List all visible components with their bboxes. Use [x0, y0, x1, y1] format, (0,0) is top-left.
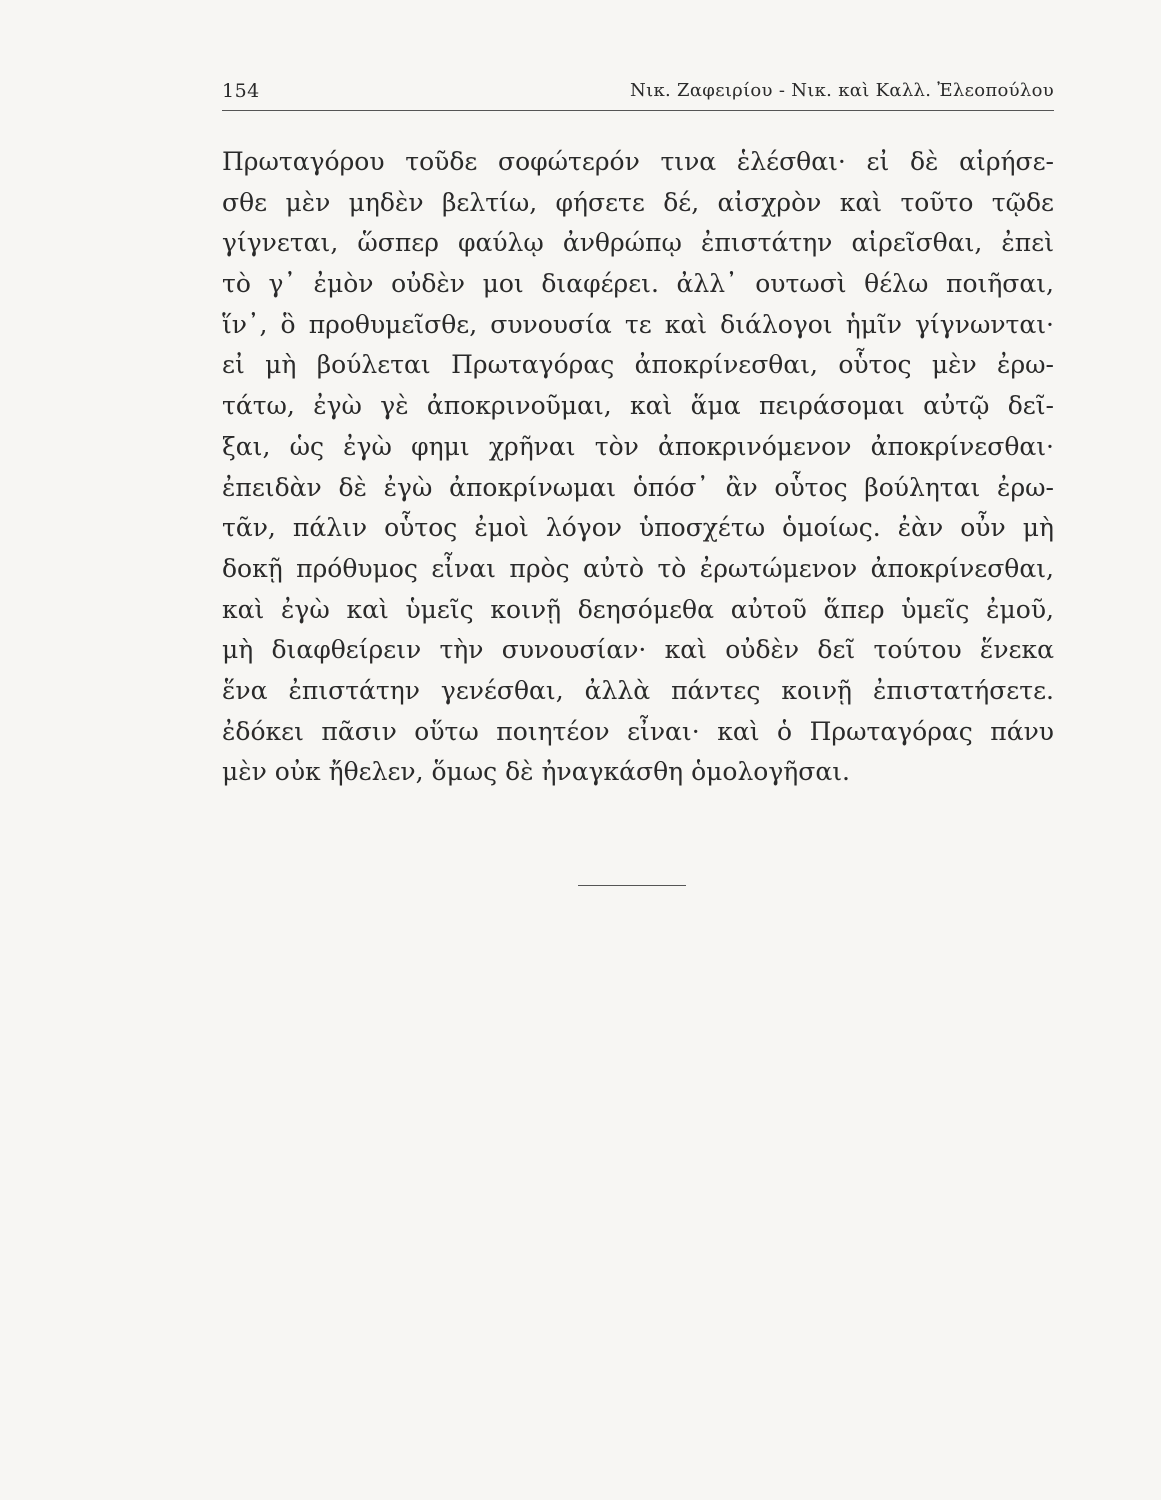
page-header [222, 74, 1054, 111]
text-line: σθε μὲν μηδὲν βελτίω, φήσετε δέ, αἰσχρὸν καὶ τοῦτο τῷδε [222, 187, 1054, 217]
text-line: γίγνεται, ὥσπερ φαύλῳ ἀνθρώπῳ ἐπιστάτην αἱρεῖσθαι, ἐπεὶ [222, 228, 1054, 258]
text-line: μὴ διαφθείρειν τὴν συνουσίαν· καὶ οὐδὲν δεῖ τούτου ἕνεκα [222, 635, 1054, 665]
section-separator [578, 885, 686, 886]
text-line: τάτω, ἐγὼ γὲ ἀποκρινοῦμαι, καὶ ἅμα πειράσομαι αὐτῷ δεῖ- [222, 391, 1054, 421]
body-text [222, 142, 1054, 793]
text-line: Πρωταγόρου τοῦδε σοφώτερόν τινα ἑλέσθαι· εἰ δὲ αἱρήσε- [222, 147, 1054, 176]
text-line: ξαι, ὡς ἐγὼ φημι χρῆναι τὸν ἀποκρινόμενον ἀποκρίνεσθαι· [222, 431, 1054, 461]
text-line: δοκῇ πρόθυμος εἶναι πρὸς αὐτὸ τὸ ἐρωτώμενον ἀποκρίνεσθαι, [222, 553, 1054, 583]
running-head: Νικ. Ζαφειρίου - Νικ. καὶ Καλλ. Ἐλεοπούλου [630, 80, 1054, 101]
text-line: ἐπειδὰν δὲ ἐγὼ ἀποκρίνωμαι ὁπόσ᾽ ἂν οὗτος βούληται ἐρω- [222, 472, 1054, 502]
text-line: ἐδόκει πᾶσιν οὕτω ποιητέον εἶναι· καὶ ὁ Πρωταγόρας πάνυ [222, 716, 1054, 746]
text-line: μὲν οὐκ ἤθελεν, ὅμως δὲ ἠναγκάσθη ὁμολογῆσαι. [222, 757, 850, 787]
text-line: καὶ ἐγὼ καὶ ὑμεῖς κοινῇ δεησόμεθα αὐτοῦ ἅπερ ὑμεῖς ἐμοῦ, [222, 594, 1054, 624]
text-line: τὸ γ᾽ ἐμὸν οὐδὲν μοι διαφέρει. ἀλλ᾽ ουτωσὶ θέλω ποιῆσαι, [222, 269, 1054, 299]
text-line: ἕνα ἐπιστάτην γενέσθαι, ἀλλὰ πάντες κοινῇ ἐπιστατήσετε. [222, 675, 1054, 705]
text-line: εἰ μὴ βούλεται Πρωταγόρας ἀποκρίνεσθαι, οὗτος μὲν ἐρω- [222, 350, 1054, 380]
text-line: τᾶν, πάλιν οὗτος ἐμοὶ λόγον ὑποσχέτω ὁμοίως. ἐὰν οὖν μὴ [222, 513, 1054, 543]
text-line: ἵν᾽, ὃ προθυμεῖσθε, συνουσία τε καὶ διάλογοι ἡμῖν γίγνωνται· [222, 309, 1054, 339]
page-number: 154 [222, 80, 260, 102]
